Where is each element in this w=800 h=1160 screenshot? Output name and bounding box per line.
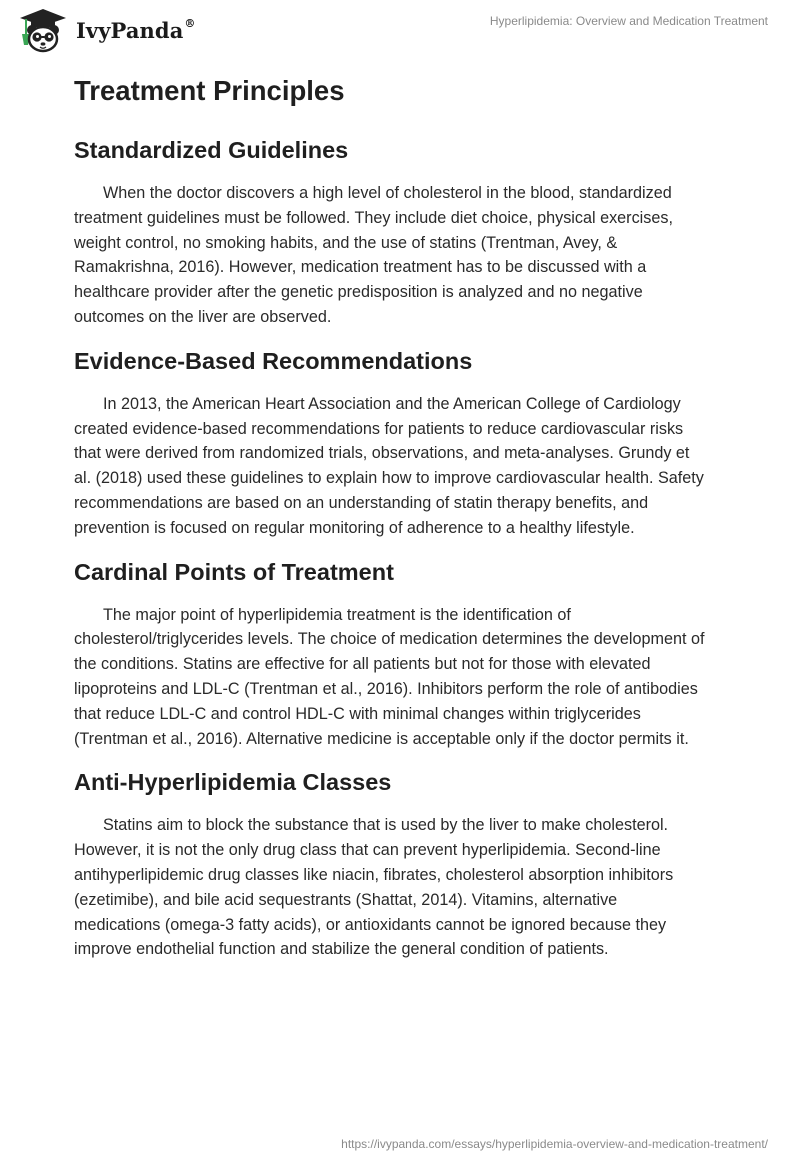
registered-mark: ® bbox=[184, 16, 196, 30]
site-logo[interactable] bbox=[14, 7, 196, 55]
running-title: Hyperlipidemia: Overview and Medication Treatment bbox=[489, 14, 768, 28]
section-paragraph-cardinal-points: The major point of hyperlipidemia treatment is the identification of cholesterol/triglycerides levels. The choice of medication determines the development of the conditions. Statins are effective for all patients but not for those with elevated lipoproteins and LDL-C (Trentman et al., 2016). Inhibitors perform the role of antibodies that reduce LDL-C and control HDL-C with minimal changes within triglycerides (Trentman et al., 2016). Alternative medicine is acceptable only if the doctor permits it. bbox=[74, 605, 705, 748]
section-heading-cardinal-points: Cardinal Points of Treatment bbox=[74, 558, 394, 585]
section-paragraph-anti-hyperlipidemia-classes: Statins aim to block the substance that is used by the liver to make cholesterol. However, it is not the only drug class that can prevent hyperlipidemia. Second-line antihyperlipidemic drug classes like niacin, fibrates, cholesterol absorption inhibitors (ezetimibe), and bile acid sequestrants (Shattat, 2014). Vitamins, alternative medications (omega-3 fatty acids), or antioxidants cannot be ignored because they improve endothelial function and stabilize the general condition of patients. bbox=[74, 816, 674, 959]
page-header bbox=[0, 0, 800, 60]
logo-text: IvyPanda bbox=[76, 17, 184, 43]
article-body bbox=[74, 74, 734, 978]
section-heading-evidence-based-recommendations: Evidence-Based Recommendations bbox=[74, 347, 473, 374]
logo-wordmark bbox=[76, 18, 196, 43]
source-url-link[interactable]: https://ivypanda.com/essays/hyperlipidemia-overview-and-medication-treatment/ bbox=[341, 1137, 768, 1151]
section-paragraph-evidence-based-recommendations: In 2013, the American Heart Association and the American College of Cardiology created evidence-based recommendations for patients to reduce cardiovascular risks that were derived from randomized trials, observations, and meta-analyses. Grundy et al. (2018) used these guidelines to explain how to improve cardiovascular health. Safety recommendations are based on an understanding of statin therapy benefits, and prevention is focused on regular monitoring of adherence to a healthy lifestyle. bbox=[74, 394, 704, 537]
section-heading-standardized-guidelines: Standardized Guidelines bbox=[74, 137, 349, 163]
panda-graduate-icon bbox=[14, 7, 72, 55]
section-paragraph-standardized-guidelines: When the doctor discovers a high level of cholesterol in the blood, standardized treatment guidelines must be followed. They include diet choice, physical exercises, weight control, no smoking habits, and the use of statins (Trentman, Avey, & Ramakrishna, 2016). However, medication treatment has to be discussed with a healthcare provider after the genetic predisposition is analyzed and no negative outcomes on the liver are observed. bbox=[74, 184, 673, 326]
page-title: Treatment Principles bbox=[74, 75, 345, 106]
section-heading-anti-hyperlipidemia-classes: Anti-Hyperlipidemia Classes bbox=[74, 769, 392, 796]
